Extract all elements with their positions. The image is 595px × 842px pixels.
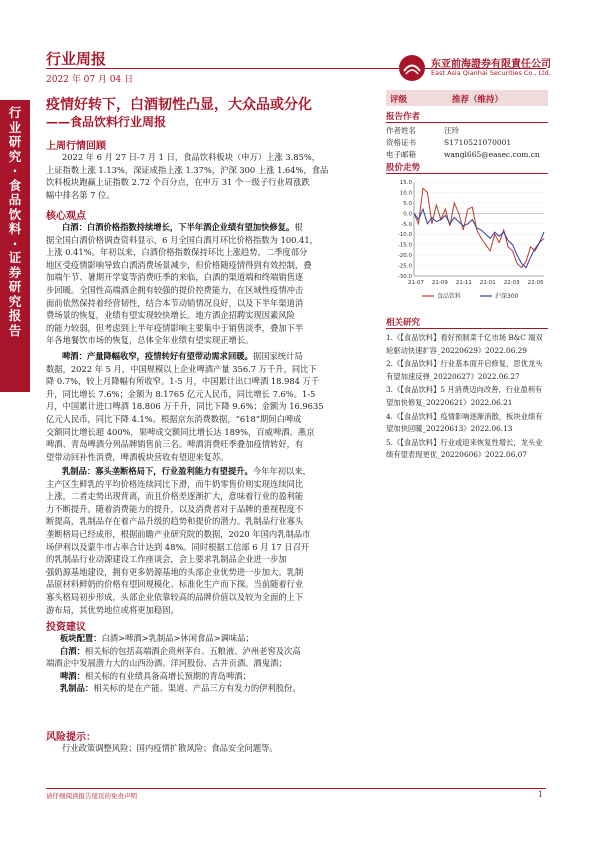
company-name-en: East Asia Qianhai Securities Co., Ltd. [431, 69, 551, 77]
advice-sector-label: 板块配置： [60, 633, 102, 643]
y-tick-label: -10.0 [397, 232, 412, 239]
sidebar-char: 品 [8, 192, 22, 207]
related-heading: 相关研究 [386, 318, 421, 328]
advice-paragraph [46, 632, 378, 695]
sidebar-char: 食 [8, 177, 22, 193]
baijiu-line: 据全国白酒价格调查资料显示，6 月全国白酒月环比价格指数为 100.41， [46, 234, 318, 245]
report-date: 2022 年 07 月 04 日 [46, 75, 134, 85]
analyst-key: 电子邮箱 [386, 150, 416, 159]
beer-line: 望带动回补性消费，啤酒板块营收有望迎来复苏。 [46, 451, 229, 462]
y-tick-label: -30.0 [397, 274, 412, 280]
footer-disclaimer: 请仔细阅读报告尾页的免责声明 [46, 792, 137, 800]
y-tick-label: -15.0 [397, 242, 412, 249]
advice-beer-label: 啤酒： [60, 670, 85, 681]
sidebar-category [0, 100, 30, 392]
report-type: 行业周报 [46, 50, 107, 68]
sidebar-char: 研 [8, 134, 22, 149]
advice-dairy-text: 相关标的是在产能、渠道、产品三方有发力的伊利股份。 [93, 683, 301, 694]
dairy-line: 主产区生鲜乳的平均价格连续同比下滑，而牛奶零售价则实现连续同比 [46, 478, 304, 489]
related-divider [386, 328, 548, 329]
baijiu-line: 面前依然保持着经营韧性，结合本节动销情况良好，以及下半年渠道消 [46, 297, 304, 308]
analyst-divider [386, 122, 548, 123]
y-tick-label: -25.0 [397, 263, 412, 270]
related-item[interactable]: 5.《【食品饮料】行业或迎来恢复性增长，龙头业绩有望表现更优_20220606》2022.06.07 [386, 437, 543, 460]
advice-beer-text: 相关标的有业绩具备高增长预期的青岛啤酒； [84, 670, 251, 681]
page-title: 疫情好转下，白酒韧性凸显，大众品或分化 [46, 97, 312, 113]
beer-line: 据国家统计局 [252, 351, 303, 361]
x-tick-label: 22-03 [503, 280, 520, 286]
beer-line: 降 0.7%，较上月降幅有所收窄。1-5 月，中国累计出口啤酒 18.984 万千 [46, 376, 320, 387]
company-logo-icon [398, 54, 426, 82]
beer-line: 数据，2022 年 5 月，中国规模以上企业啤酒产量 356.7 万千升，同比下 [46, 363, 317, 374]
dairy-line: 力不断提升。随着消费能力的提升，以及消费者对于品牌的重视程度不 [46, 503, 304, 514]
related-item[interactable]: 2.《【食品饮料】行业基本面开启修复，思优龙头有望加速反弹_20220627》2022.06.27 [386, 359, 543, 381]
sidebar-char: · [12, 235, 18, 251]
sidebar-char: 究 [8, 293, 22, 309]
advice-heading: 投资建议 [46, 622, 86, 633]
analyst-key: 资格证书 [386, 138, 416, 147]
baijiu-line: 根 [294, 222, 303, 232]
sidebar-char: 证 [8, 250, 22, 265]
sidebar-char: 业 [8, 119, 22, 135]
page-subtitle: ——食品饮料行业周报 [46, 115, 167, 129]
baijiu-lead: 白酒：白酒价格指数持续增长，下半年酒企业绩有望加快修复。 [62, 222, 295, 232]
dairy-paragraph [46, 465, 378, 616]
dairy-line: 今年年初以来， [252, 466, 311, 476]
page-number: 1 [538, 790, 544, 799]
dairy-line: 场伊利以及蒙牛市占率合计达到 48%。同时根据工信部 6 月 17 日召开 [46, 541, 310, 552]
trend-heading: 股价走势 [386, 163, 421, 173]
related-item[interactable]: 3.《【食品饮料】5 月消费迈向改善，行业盈利有望加快修复_20220621》2022.06.21 [386, 385, 543, 407]
baijiu-paragraph [46, 221, 378, 347]
footer-divider [46, 788, 546, 789]
baijiu-line: 年各地餐饮市场的恢复，总体全年业绩有望实现正增长。 [46, 335, 254, 346]
sidebar-char: 研 [8, 279, 22, 294]
baijiu-line: 上涨 0.41%。年初以来，白酒价格指数保持环比上涨趋势。二季度部分 [46, 247, 308, 258]
beer-line: 亿元人民币，同比下降 4.1%。根据京东消费数据，“618”期间白啤成 [46, 413, 302, 424]
beer-lead: 啤酒：产量降幅收窄，疫情转好有望带动需求回暖。 [62, 351, 253, 361]
x-tick-label: 21-09 [431, 280, 448, 286]
dairy-line: 游布局，其优势地位或将更加稳固。 [46, 604, 179, 615]
review-line: 上证指数上涨 1.13%，深证成指上涨 1.37%，沪深 300 上涨 1.64%，食品 [46, 164, 329, 175]
legend-label: 沪深300 [495, 293, 519, 300]
sidebar-char: 饮 [8, 206, 22, 222]
beer-line: 交额同比增长超 400%，果啤成交额同比增长达 189%，百威啤酒、燕京 [46, 426, 315, 437]
sidebar-char: 究 [8, 148, 22, 164]
analyst-email: wangl665@easec.com.cn [444, 150, 540, 159]
dairy-line: 强奶源基地建设，拥有更多奶源基地的头部企业优势进一步加大。乳制 [46, 566, 304, 577]
dairy-lead: 乳制品：寡头垄断格局下，行业盈利能力有望提升。 [62, 466, 253, 476]
dairy-line: 寡头格局初步形成，头部企业依靠较高的品牌价值以及较为全面的上下 [46, 591, 304, 602]
review-heading: 上周行情回顾 [46, 141, 106, 152]
advice-baijiu-line: 相关标的包括高端酒企贵州茅台、五粮液、泸州老窖及次高 [84, 645, 301, 656]
advice-sector-text: 白酒>啤酒>乳制品>休闲食品>调味品； [101, 633, 254, 643]
y-tick-label: 0.0 [403, 211, 412, 218]
stock-trend-chart [386, 176, 548, 310]
analyst-key: 作者姓名 [386, 126, 416, 135]
advice-baijiu-line: 端酒企中发展潜力大的山西汾酒、洋河股份、古井贡酒、酒鬼酒； [46, 658, 287, 669]
dairy-line: 断提高，乳制品存在着产品升级的趋势和提价的潜力。乳制品行业寡头 [46, 516, 304, 527]
risk-heading: 风险提示： [46, 732, 96, 743]
analyst-table [386, 125, 548, 161]
sidebar-char: 行 [8, 105, 22, 120]
x-tick-label: 22-05 [527, 280, 544, 286]
y-tick-label: 15.0 [399, 180, 412, 186]
series-line [414, 188, 544, 267]
sidebar-char: 料 [8, 221, 22, 236]
baijiu-line: 地区受疫情影响导致白酒消费场景减少，但价格随疫情得到有效控制，叠 [46, 259, 312, 270]
dairy-line: 垄断格局已经成形，根据前瞻产业研究院的数据，2020 年国内乳制品市 [46, 528, 311, 539]
x-tick-label: 21-07 [408, 280, 424, 286]
review-line: 饮料板块跑赢上证指数 2.72 个百分点，在申万 31 个一级子行业周涨跌 [46, 177, 310, 188]
sidebar-char: 报 [8, 308, 22, 323]
sidebar-char: 告 [8, 322, 22, 338]
beer-line: 月，中国累计进口啤酒 18.806 万千升，同比下降 9.6%；金额为 16.9635 [46, 401, 324, 412]
baijiu-line: 加端午节、暑期开学宴等消费旺季的来临，白酒的渠道端和终端销售逐 [46, 272, 304, 283]
advice-dairy-label: 乳制品： [60, 683, 94, 694]
y-tick-label: 5.0 [403, 200, 412, 207]
baijiu-line: 步回暖。全国性高端酒企拥有较强的提价控费能力，在区域性疫情冲击 [46, 284, 304, 295]
related-item[interactable]: 4.《【食品饮料】疫情影响逐渐消散，板块业绩有望加快回暖_20220613》2022.06.13 [386, 411, 543, 434]
x-tick-label: 21-11 [455, 280, 472, 286]
dairy-line: 的乳制品行业动源建设工作座谈会，会上要求乳制品企业进一步加 [46, 554, 287, 565]
beer-line: 啤酒、青岛啤酒分列品牌销售前三名。啤酒消费旺季叠加疫情转好，有 [46, 439, 304, 450]
review-line: 幅中排名第 7 位。 [46, 189, 115, 200]
legend-label: 食品饮料 [437, 293, 462, 300]
analyst-value: 汪玲 [444, 126, 459, 135]
rating-value: 推荐（维持） [452, 95, 504, 105]
analyst-heading: 报告作者 [386, 112, 421, 122]
baijiu-line: 的能力较弱，但考虑到上半年疫情影响主要集中于销售淡季，叠加下半 [46, 322, 304, 333]
beer-line: 升，同比增长 7.6%；金额为 8.1765 亿元人民币，同比增长 7.6%。1-5 [46, 388, 316, 399]
y-tick-label: 10.0 [399, 190, 412, 197]
sidebar-char: · [12, 163, 18, 178]
risk-text: 行业政策调整风险；国内疫情扩散风险；食品安全问题等。 [62, 743, 278, 753]
sidebar-char: 券 [8, 264, 22, 280]
trend-divider [386, 173, 548, 174]
dairy-line: 品原材料鲜奶的价格有望回规模化、标准化生产而下探。当前随着行业 [46, 579, 304, 590]
beer-paragraph [46, 350, 378, 463]
review-line: 2022 年 6 月 27 日-7 月 1 日，食品饮料板块（申万）上涨 3.85%， [62, 152, 321, 162]
advice-baijiu-label: 白酒： [60, 645, 85, 656]
related-item[interactable]: 1.《【食品饮料】看好预制菜千亿市场 B&C 端双轮驱动快速扩容_20220629》2022.06.29 [386, 333, 543, 355]
rating-label: 评级 [390, 95, 408, 105]
dairy-line: 上涨，二者走势出现背离，而且价格差逐渐扩大，意味着行业的盈利能 [46, 491, 304, 502]
analyst-value: S1710521070001 [444, 138, 512, 147]
baijiu-line: 费场景的恢复，业绩有望实现较快增长。地方酒企招聘实现因素风险 [46, 310, 295, 321]
x-tick-label: 22-01 [479, 280, 496, 286]
company-name-cn: 东亚前海證券有限責任公司 [431, 59, 551, 70]
core-heading: 核心观点 [46, 211, 86, 222]
y-tick-label: -5.0 [401, 221, 412, 228]
related-list [386, 332, 548, 462]
review-paragraph [46, 151, 378, 201]
y-tick-label: -20.0 [397, 253, 412, 260]
